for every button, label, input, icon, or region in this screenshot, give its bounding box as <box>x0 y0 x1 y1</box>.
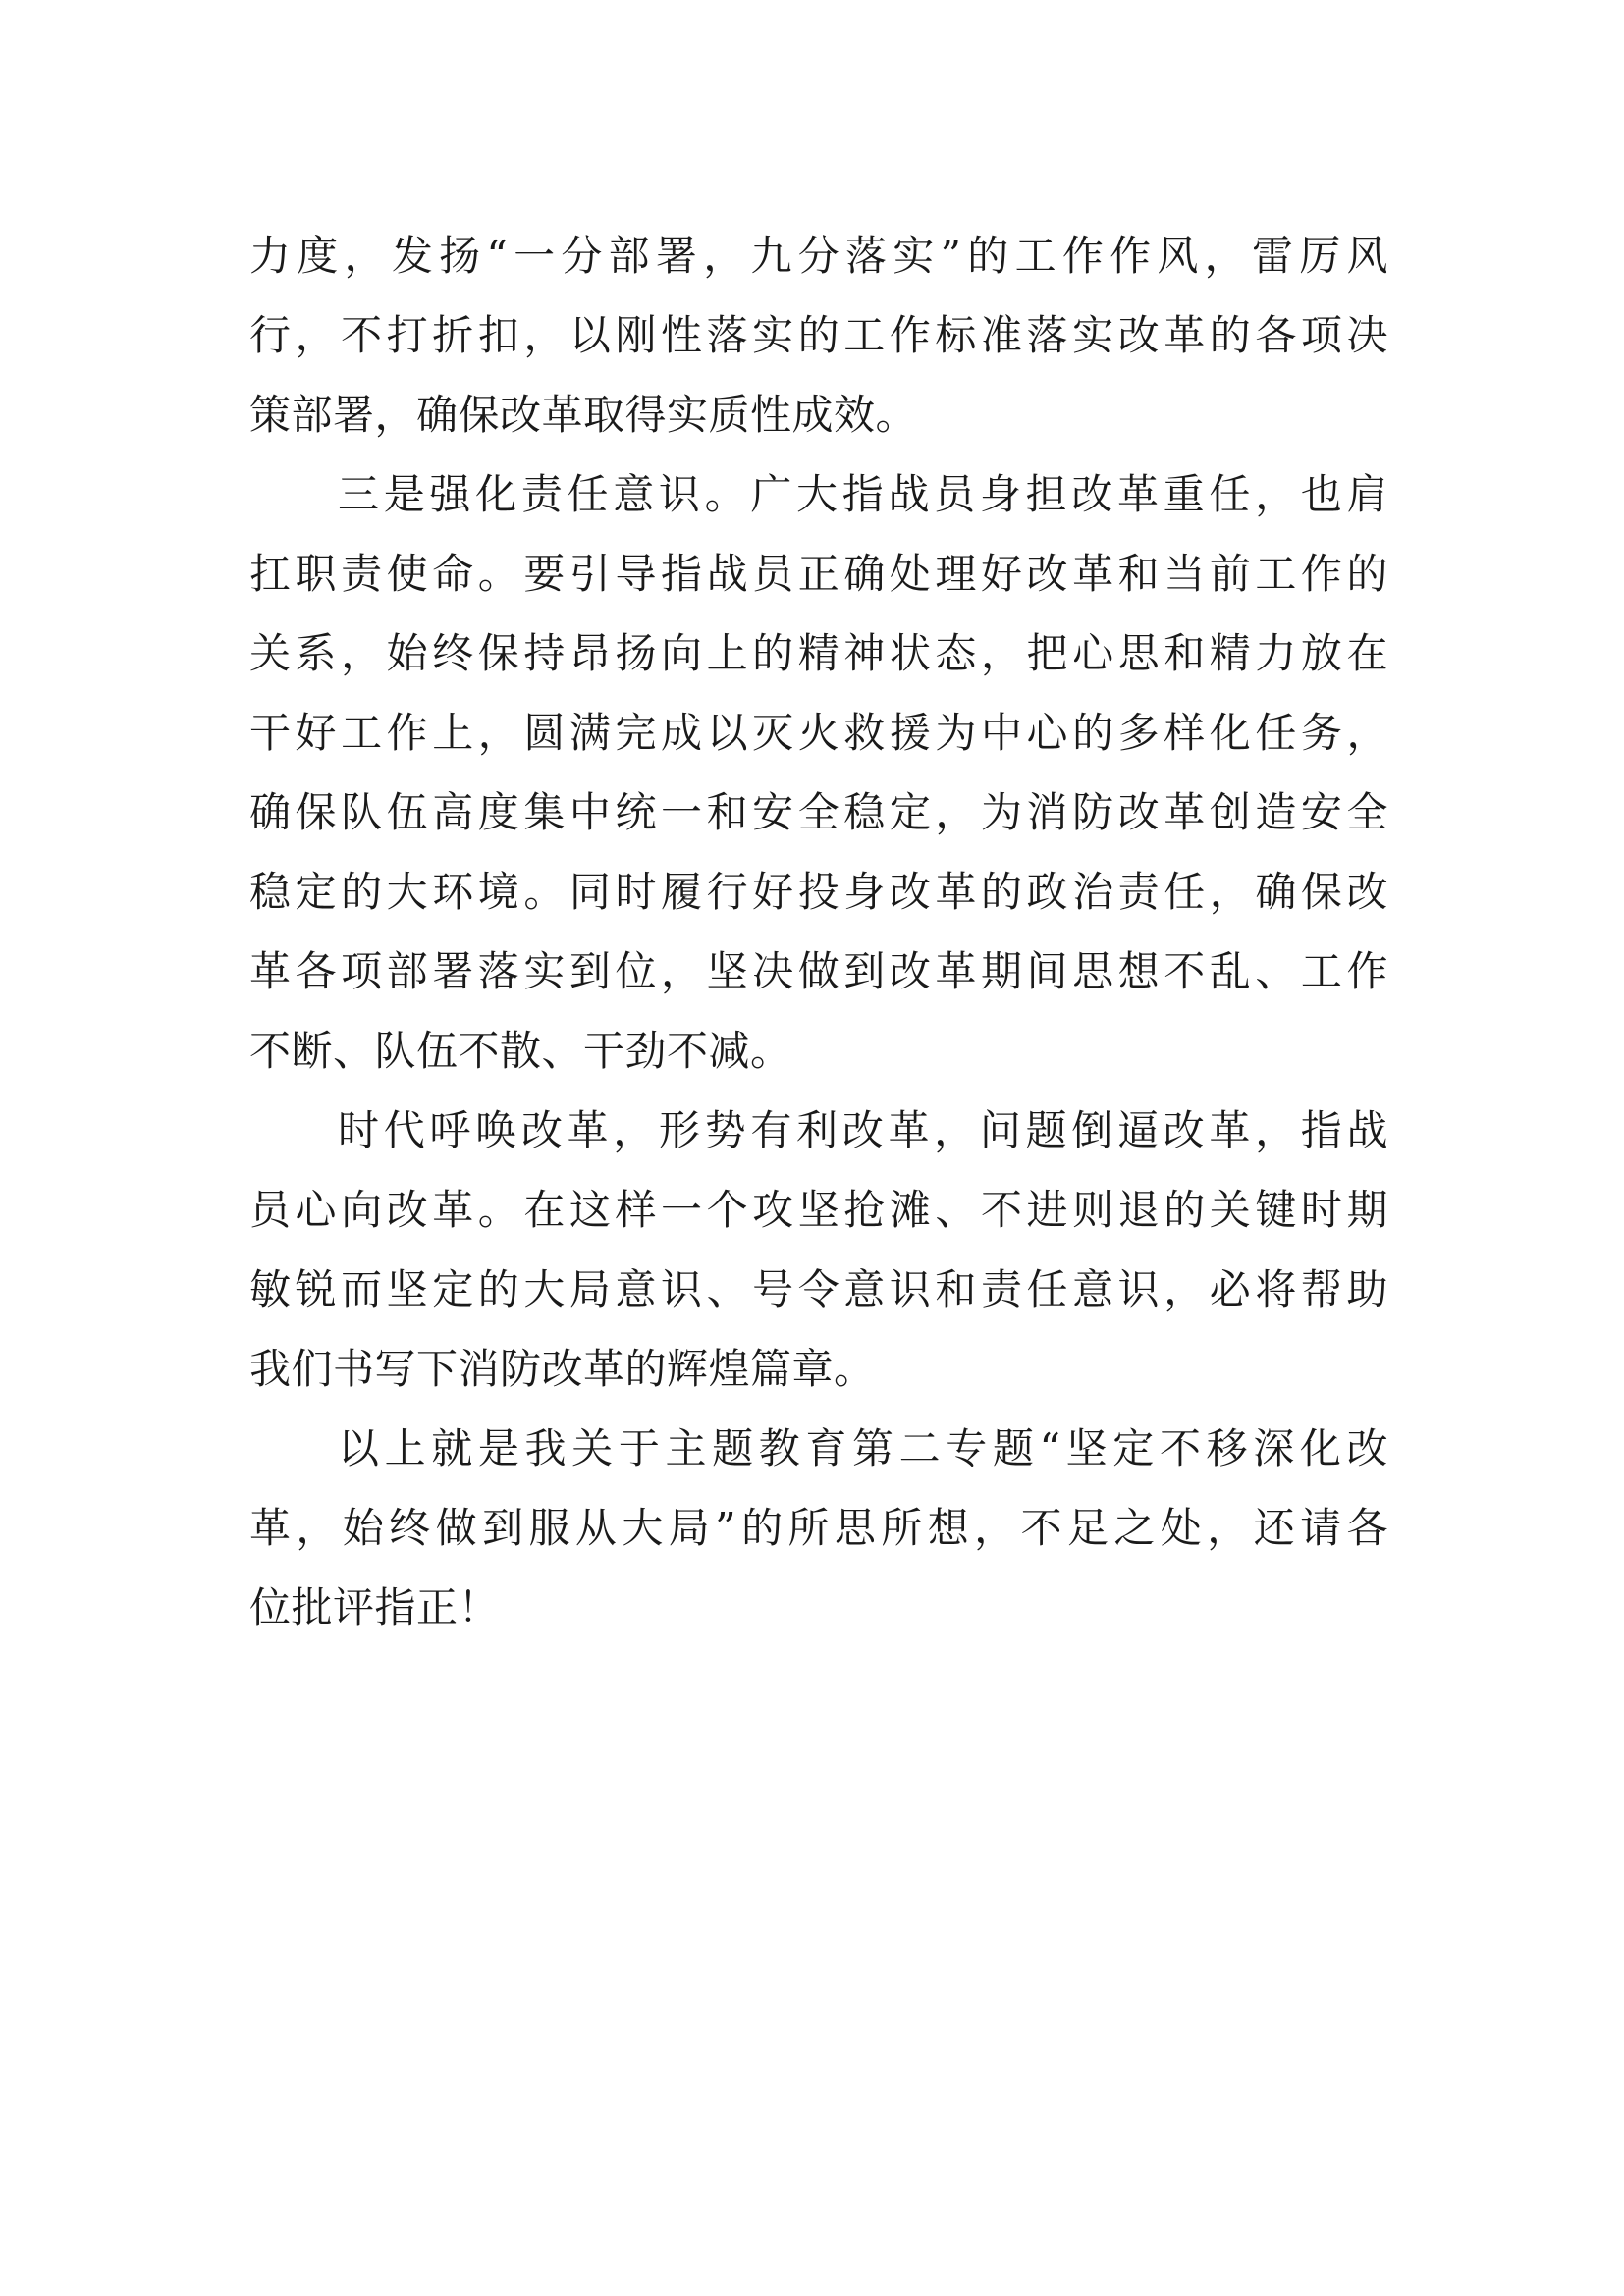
text-line: 力度，发扬“一分部署，九分落实”的工作作风，雷厉风 <box>249 232 1388 280</box>
paragraph-3 <box>249 1091 1388 1409</box>
text-line: 扛职责使命。要引导指战员正确处理好改革和当前工作的 <box>249 550 1388 598</box>
paragraph-2 <box>249 454 1388 1091</box>
text-line: 稳定的大环境。同时履行好投身改革的政治责任，确保改 <box>249 868 1388 916</box>
text-line: 时代呼唤改革，形势有利改革，问题倒逼改革，指战 <box>338 1106 1388 1154</box>
text-line: 策部署，确保改革取得实质性成效。 <box>249 391 918 439</box>
text-line: 员心向改革。在这样一个攻坚抢滩、不进则退的关键时期 <box>249 1186 1388 1234</box>
paragraph-1 <box>249 216 1388 454</box>
text-line: 以上就是我关于主题教育第二专题“坚定不移深化改 <box>338 1424 1388 1472</box>
paragraph-4 <box>249 1409 1388 1647</box>
text-line: 确保队伍高度集中统一和安全稳定，为消防改革创造安全 <box>249 788 1388 836</box>
document-body <box>249 216 1388 1647</box>
text-line: 行，不打折扣，以刚性落实的工作标准落实改革的各项决 <box>249 311 1388 359</box>
text-line: 不断、队伍不散、干劲不减。 <box>249 1027 792 1075</box>
text-line: 干好工作上，圆满完成以灭火救援为中心的多样化任务， <box>249 709 1388 757</box>
text-line: 位批评指正！ <box>249 1583 501 1631</box>
text-line: 敏锐而坚定的大局意识、号令意识和责任意识，必将帮助 <box>249 1265 1388 1313</box>
text-line: 我们书写下消防改革的辉煌篇章。 <box>249 1345 876 1393</box>
text-line: 关系，始终保持昂扬向上的精神状态，把心思和精力放在 <box>249 629 1388 677</box>
text-line: 革各项部署落实到位，坚决做到改革期间思想不乱、工作 <box>249 947 1388 995</box>
text-line: 三是强化责任意识。广大指战员身担改革重任，也肩 <box>338 470 1388 518</box>
text-line: 革，始终做到服从大局”的所思所想，不足之处，还请各 <box>249 1504 1388 1552</box>
